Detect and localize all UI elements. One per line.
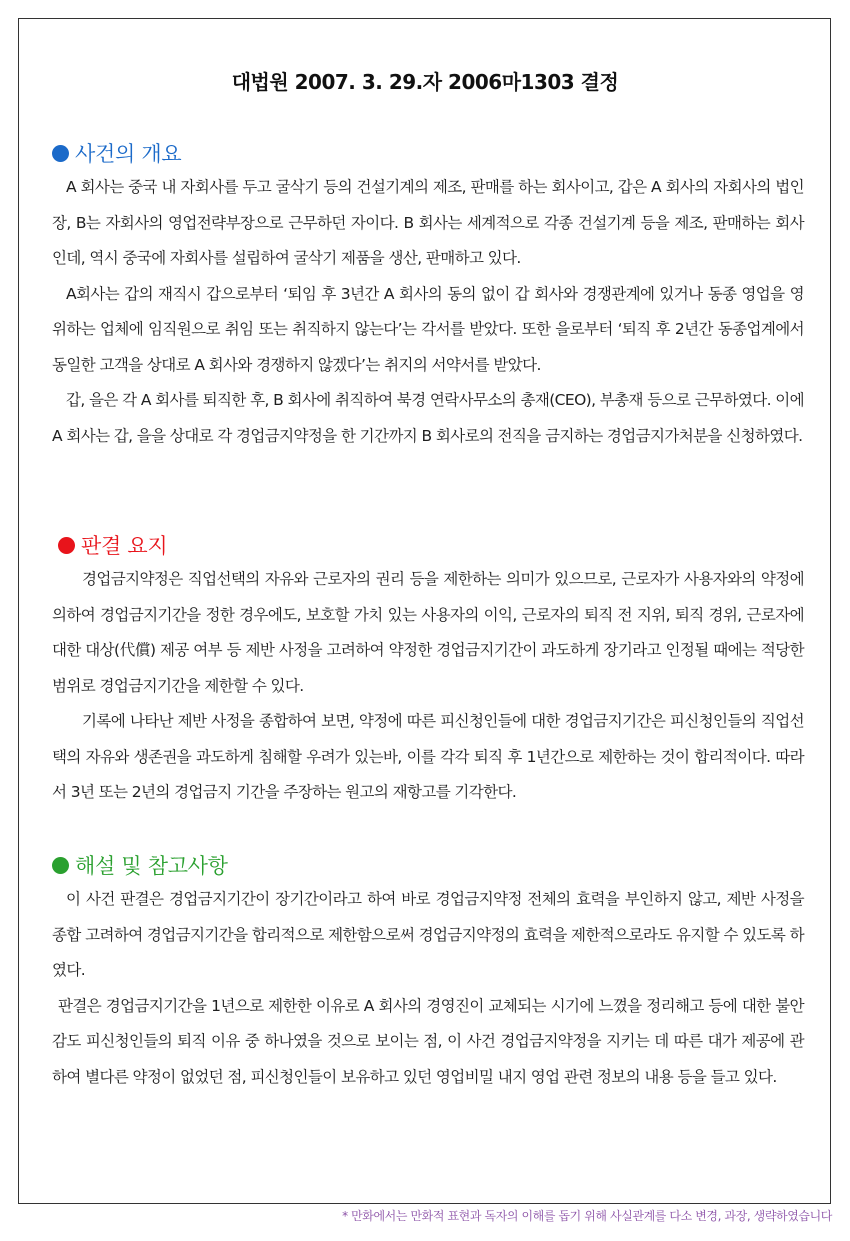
green-circle-bullet-icon [52, 857, 69, 874]
paragraph: A 회사는 중국 내 자회사를 두고 굴삭기 등의 건설기계의 제조, 판매를 하는 회사이고, 갑은 A 회사의 자회사의 법인장, B는 자회사의 영업전략부장으로 근무하던 자이다. B 회사는 세계적으로 각종 건설기계 등을 제조, 판매하는 회사인데, 역시 중국에 자회사를 설립하여 굴삭기 제품을 생산, 판매하고 있다. [52, 178, 804, 267]
paragraph: 판결은 경업금지기간을 1년으로 제한한 이유로 A 회사의 경영진이 교체되는 시기에 느꼈을 정리해고 등에 대한 불안감도 피신청인들의 퇴직 이유 중 하나였을 것으로 보이는 점, 이 사건 경업금지약정을 지키는 데 따른 대가 제공에 관하여 별다른 약정이 없었던 점, 피신청인들이 보유하고 있던 영업비밀 내지 영업 관련 정보의 내용 등을 들고 있다. [52, 996, 804, 1086]
red-circle-bullet-icon [58, 537, 75, 554]
heading-text: 판결 요지 [81, 534, 168, 558]
footnote-disclaimer: * 만화에서는 만화적 표현과 독자의 이해를 돕기 위해 사실관계를 다소 변경, 과장, 생략하였습니다 [342, 1209, 832, 1223]
section-ruling-summary [52, 530, 804, 811]
section-heading-overview [52, 138, 804, 168]
paragraph: A회사는 갑의 재직시 갑으로부터 ‘퇴임 후 3년간 A 회사의 동의 없이 갑 회사와 경쟁관계에 있거나 동종 영업을 영위하는 업체에 임직원으로 취임 또는 취직하지 않는다’는 각서를 받았다. 또한 을로부터 ‘퇴직 후 2년간 동종업계에서 동일한 고객을 상대로 A 회사와 경쟁하지 않겠다’는 취지의 서약서를 받았다. [52, 284, 804, 374]
section-heading-commentary [52, 850, 804, 880]
document-title: 대법원 2007. 3. 29.자 2006마1303 결정 [231, 70, 619, 94]
paragraph: 갑, 을은 각 A 회사를 퇴직한 후, B 회사에 취직하여 북경 연락사무소의 총재(CEO), 부총재 등으로 근무하였다. 이에 A 회사는 갑, 을을 상대로 각 경업금지약정을 한 기간까지 B 회사로의 전직을 금지하는 경업금지가처분을 신청하였다. [52, 391, 804, 445]
paragraph: 이 사건 판결은 경업금지기간이 장기간이라고 하여 바로 경업금지약정 전체의 효력을 부인하지 않고, 제반 사정을 종합 고려하여 경업금지기간을 합리적으로 제한함으로써 경업금지약정의 효력을 제한적으로라도 유지할 수 있도록 하였다. [52, 890, 804, 979]
blue-circle-bullet-icon [52, 145, 69, 162]
section-heading-ruling [52, 530, 804, 560]
section-commentary [52, 850, 804, 1095]
paragraph: 경업금지약정은 직업선택의 자유와 근로자의 권리 등을 제한하는 의미가 있으므로, 근로자가 사용자와의 약정에 의하여 경업금지기간을 정한 경우에도, 보호할 가치 있는 사용자의 이익, 근로자의 퇴직 전 지위, 퇴직 경위, 근로자에 대한 대상(代償) 제공 여부 등 제반 사정을 고려하여 약정한 경업금지기간이 과도하게 장기라고 인정될 때에는 적당한 범위로 경업금지기간을 제한할 수 있다. [52, 570, 804, 695]
heading-text: 해설 및 참고사항 [75, 854, 228, 878]
paragraph: 기록에 나타난 제반 사정을 종합하여 보면, 약정에 따른 피신청인들에 대한 경업금지기간은 피신청인들의 직업선택의 자유와 생존권을 과도하게 침해할 우려가 있는바, 이를 각각 퇴직 후 1년간으로 제한하는 것이 합리적이다. 따라서 3년 또는 2년의 경업금지 기간을 주장하는 원고의 재항고를 기각한다. [52, 712, 804, 801]
heading-text: 사건의 개요 [75, 142, 182, 166]
section-case-overview [52, 138, 804, 454]
